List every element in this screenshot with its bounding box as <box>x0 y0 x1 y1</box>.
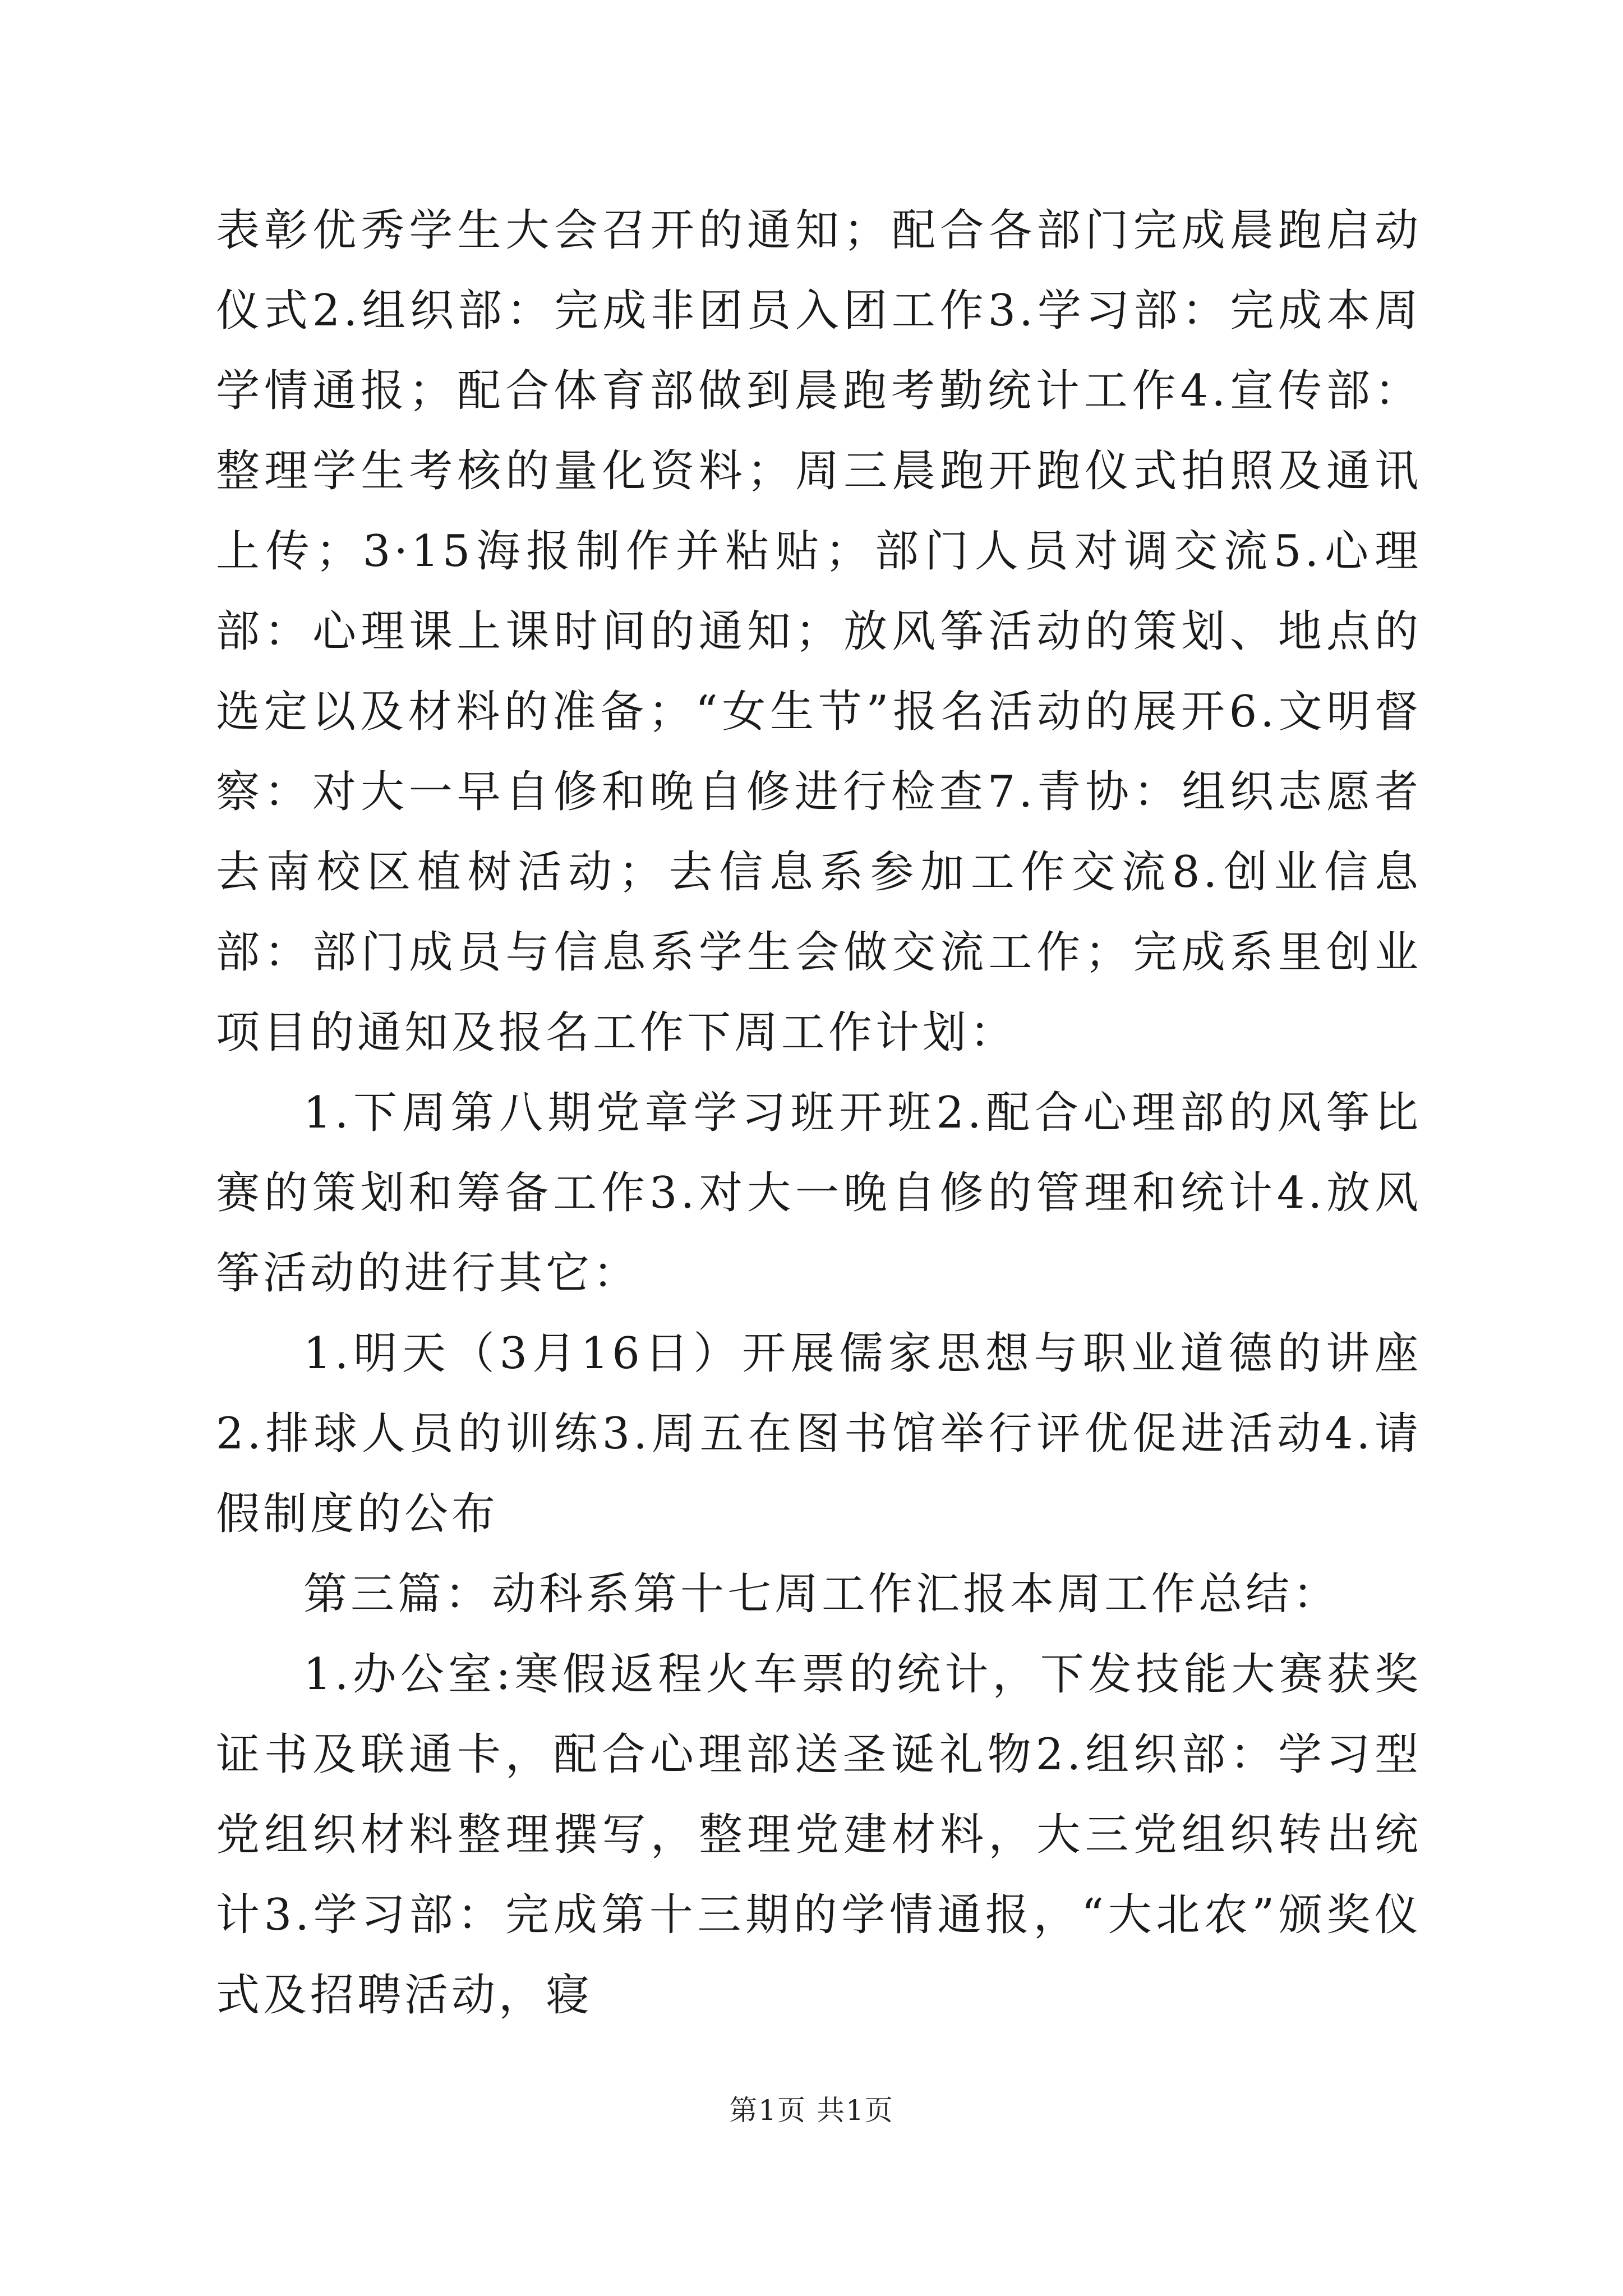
page-number-footer: 第1页 共1页 <box>729 2094 894 2127</box>
paragraph-next-week-plan: 1.下周第八期党章学习班开班2.配合心理部的风筝比赛的策划和筹备工作3.对大一晚自修的管理和统计4.放风筝活动的进行其它： <box>216 1088 1422 1299</box>
document-body <box>216 191 1422 2036</box>
section-heading-third-article: 第三篇：动科系第十七周工作汇报本周工作总结： <box>303 1569 1340 1619</box>
paragraph-week-seventeen-summary: 1.办公室:寒假返程火车票的统计，下发技能大赛获奖证书及联通卡，配合心理部送圣诞礼物2.组织部：学习型党组织材料整理撰写，整理党建材料，大三党组织转出统计3.学习部：完成第十三期的学情通报，“大北农”颁奖仪式及招聘活动，寝 <box>216 1649 1422 2021</box>
paragraph-continued-summary: 表彰优秀学生大会召开的通知；配合各部门完成晨跑启动仪式2.组织部：完成非团员入团工作3.学习部：完成本周学情通报；配合体育部做到晨跑考勤统计工作4.宣传部：整理学生考核的量化资料；周三晨跑开跑仪式拍照及通讯上传；3·15海报制作并粘贴；部门人员对调交流5.心理部：心理课上课时间的通知；放风筝活动的策划、地点的选定以及材料的准备；“女生节”报名活动的展开6.文明督察：对大一早自修和晚自修进行检查7.青协：组织志愿者去南校区植树活动；去信息系参加工作交流8.创业信息部：部门成员与信息系学生会做交流工作；完成系里创业项目的通知及报名工作下周工作计划： <box>216 205 1422 1058</box>
paragraph-other-items: 1.明天（3月16日）开展儒家思想与职业道德的讲座2.排球人员的训练3.周五在图书馆举行评优促进活动4.请假制度的公布 <box>216 1328 1422 1539</box>
